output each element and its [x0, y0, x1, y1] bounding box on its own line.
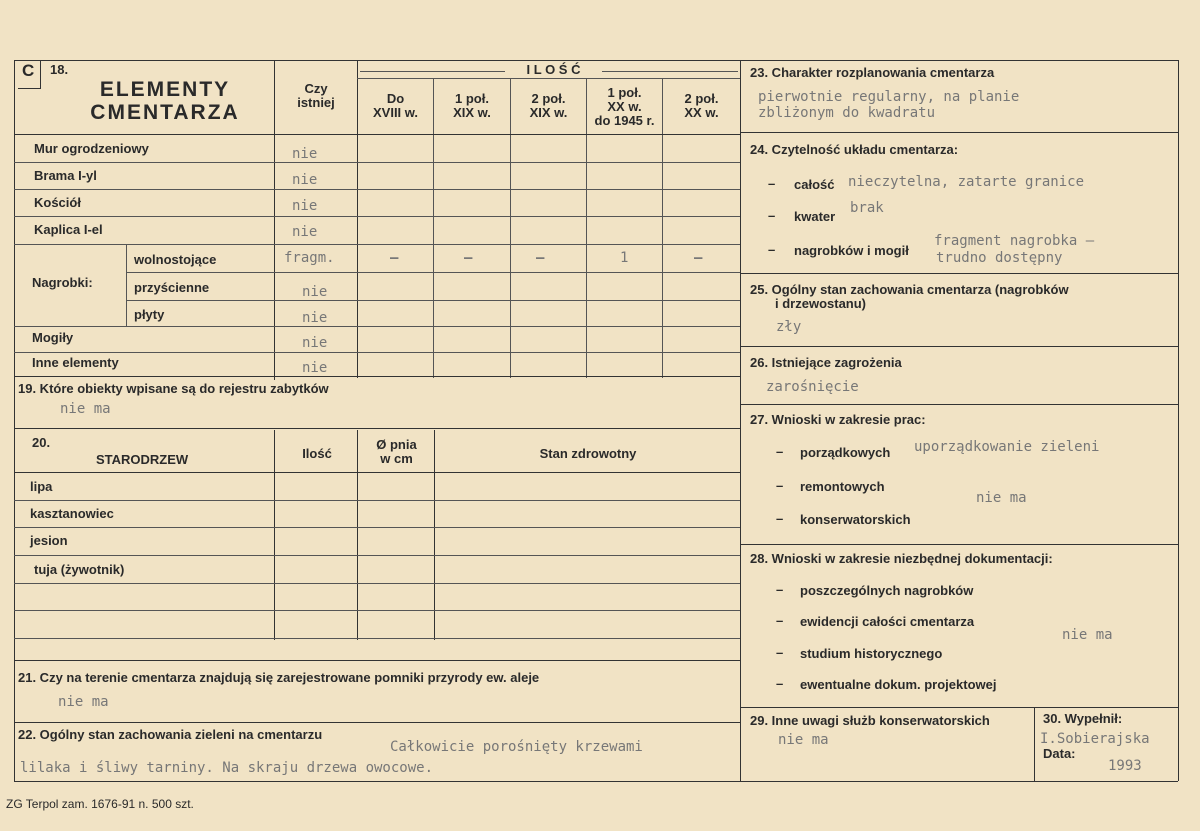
v20-c — [434, 430, 435, 640]
q30-name: I.Sobierajska — [1040, 731, 1150, 747]
q24-nagrobkow: nagrobków i mogił — [794, 243, 909, 258]
q28-label: 28. Wnioski w zakresie niezbędnej dokumentacji: — [750, 551, 1053, 566]
column-divider — [740, 60, 741, 781]
h18-9 — [14, 376, 740, 377]
h26 — [740, 404, 1178, 405]
row-mur-value: nie — [292, 146, 318, 162]
frame-top — [14, 60, 1178, 61]
frame-left — [14, 60, 15, 781]
nagrobki-plyty-value: nie — [302, 310, 328, 326]
h18-6 — [126, 300, 740, 301]
q27-answer-porzadkowych: uporządkowanie zieleni — [914, 439, 1100, 455]
q28-dash-2: – — [776, 613, 784, 628]
q25-answer: zły — [776, 319, 802, 335]
q28-item-4: ewentualne dokum. projektowej — [800, 677, 997, 692]
q23-answer-line2: zbliżonym do kwadratu — [758, 105, 936, 121]
col-do-xviii: Do XVIII w. — [372, 91, 419, 120]
wolnostojace-cell-2: – — [464, 250, 473, 266]
q27-dash-1: – — [776, 444, 784, 459]
nagrobki-wolnostojace-label: wolnostojące — [134, 252, 217, 267]
h20-hdr — [14, 472, 740, 473]
q21-answer: nie ma — [58, 694, 109, 710]
q28-item-1: poszczególnych nagrobków — [800, 583, 974, 598]
nagrobki-label: Nagrobki: — [32, 275, 93, 290]
q24-dash-1: – — [768, 176, 776, 191]
h20-1 — [14, 500, 740, 501]
starodrzew-header: STARODRZEW — [96, 452, 189, 467]
q30-data-label: Data: — [1043, 746, 1076, 761]
h18-3 — [14, 216, 740, 217]
q28-item-3: studium historycznego — [800, 646, 943, 661]
q23-answer-line1: pierwotnie regularny, na planie — [758, 89, 1020, 105]
h18-7 — [14, 326, 740, 327]
v18-d — [510, 78, 511, 378]
section-letter: C — [22, 61, 35, 80]
q24-dash-3: – — [768, 242, 776, 257]
ilosc-header: I L O Ś Ć — [526, 62, 581, 77]
col-2pol-xix: 2 poł. XIX w. — [529, 91, 568, 120]
col-1pol-xix: 1 poł. XIX w. — [453, 91, 491, 120]
h20-6 — [14, 638, 740, 639]
v20-a — [274, 430, 275, 640]
elementy-title-line1: ELEMENTY — [99, 78, 231, 101]
q27-dash-3: – — [776, 511, 784, 526]
h27 — [740, 544, 1178, 545]
v-nagrobki — [126, 244, 127, 326]
nagrobki-przyscienne-value: nie — [302, 284, 328, 300]
ilosc-under — [357, 78, 740, 79]
inne-elementy-value: nie — [302, 360, 328, 373]
h18-4 — [14, 244, 740, 245]
col-2pol-xx: 2 poł. XX w. — [684, 91, 719, 120]
q27-answer-remontowych: nie ma — [976, 490, 1027, 506]
wolnostojace-cell-3: – — [536, 250, 545, 266]
tree-jesion: jesion — [30, 533, 68, 548]
ilosc-line-left — [360, 71, 505, 72]
h28 — [740, 707, 1178, 708]
q24-nagrobkow-value-line1: fragment nagrobka – — [934, 233, 1095, 249]
q28-item-2: ewidencji całości cmentarza — [800, 614, 975, 629]
q29-answer: nie ma — [778, 732, 829, 748]
q24-kwater: kwater — [794, 209, 836, 224]
inne-elementy-label: Inne elementy — [32, 355, 119, 370]
v18-a — [274, 60, 275, 380]
q18-number: 18. — [50, 62, 69, 77]
nagrobki-przyscienne-label: przyścienne — [134, 280, 210, 295]
q24-dash-2: – — [768, 208, 776, 223]
row-mur-label: Mur ogrodzeniowy — [34, 141, 149, 156]
nagrobki-wolnostojace-value: fragm. — [284, 250, 335, 266]
h21 — [14, 722, 740, 723]
row-kosciol-value: nie — [292, 198, 318, 214]
starodrzew-stan-header: Stan zdrowotny — [539, 446, 637, 461]
tree-lipa: lipa — [30, 479, 53, 494]
h25 — [740, 346, 1178, 347]
h18-1 — [14, 162, 740, 163]
h18-8 — [14, 352, 740, 353]
q19-answer: nie ma — [60, 401, 111, 417]
q30-date: 1993 — [1108, 758, 1142, 774]
q21-label: 21. Czy na terenie cmentarza znajdują się zarejestrowane pomniki przyrody ew. aleje — [18, 670, 540, 685]
q24-calosc: całość — [794, 177, 835, 192]
q29-label: 29. Inne uwagi służb konserwatorskich — [750, 713, 990, 728]
row-brama-label: Brama I-yl — [34, 168, 97, 183]
q30-label: 30. Wypełnił: — [1043, 711, 1123, 726]
q28-dash-4: – — [776, 676, 784, 691]
starodrzew-ilosc-header: Ilość — [302, 446, 332, 461]
tree-tuja: tuja (żywotnik) — [34, 562, 125, 577]
h20-2 — [14, 527, 740, 528]
q28-answer: nie ma — [1062, 627, 1113, 643]
q24-kwater-value: brak — [850, 200, 884, 216]
h20-4 — [14, 583, 740, 584]
q28-dash-1: – — [776, 582, 784, 597]
q22-answer-line2: lilaka i śliwy tarniny. Na skraju drzewa owocowe. — [20, 760, 434, 776]
tree-kasztanowiec: kasztanowiec — [30, 506, 114, 521]
q26-label: 26. Istniejące zagrożenia — [750, 355, 902, 370]
q27-item-konserwatorskich: konserwatorskich — [800, 512, 911, 527]
h18-2 — [14, 189, 740, 190]
mogily-value: nie — [302, 335, 328, 351]
q27-dash-2: – — [776, 478, 784, 493]
q24-nagrobkow-value-line2: trudno dostępny — [936, 250, 1063, 266]
v18-c — [433, 78, 434, 378]
q22-answer-line1: Całkowicie porośnięty krzewami — [390, 739, 643, 755]
wolnostojace-cell-4: 1 — [620, 250, 629, 266]
h20-5 — [14, 610, 740, 611]
q25-label-line2: i drzewostanu) — [775, 296, 867, 311]
q24-label: 24. Czytelność układu cmentarza: — [750, 142, 959, 157]
q26-answer: zarośnięcie — [766, 379, 859, 395]
czy-istniej-header: Czy istniej — [297, 81, 335, 110]
h18-0 — [14, 134, 740, 135]
printer-footer: ZG Terpol zam. 1676-91 n. 500 szt. — [6, 797, 194, 811]
frame-bottom — [14, 781, 1178, 782]
q22-label: 22. Ogólny stan zachowania zieleni na cmentarzu — [18, 727, 323, 742]
h20-3 — [14, 555, 740, 556]
row-kaplica-label: Kaplica I-el — [34, 222, 103, 237]
mogily-label: Mogiły — [32, 330, 74, 345]
h23 — [740, 132, 1178, 133]
col-1pol-xx: 1 poł. XX w. do 1945 r. — [594, 85, 655, 128]
elementy-title — [60, 78, 270, 124]
frame-right — [1178, 60, 1179, 781]
q20-number: 20. — [32, 435, 51, 450]
q27-item-remontowych: remontowych — [800, 479, 885, 494]
q28-dash-3: – — [776, 645, 784, 660]
row-kaplica-value: nie — [292, 224, 318, 240]
h24 — [740, 273, 1178, 274]
q19-label: 19. Które obiekty wpisane są do rejestru zabytków — [18, 381, 329, 396]
q23-label: 23. Charakter rozplanowania cmentarza — [750, 65, 995, 80]
v18-f — [662, 78, 663, 378]
row-brama-value: nie — [292, 172, 318, 188]
h18-5 — [126, 272, 740, 273]
row-kosciol-label: Kościół — [34, 195, 81, 210]
wolnostojace-cell-1: – — [390, 250, 399, 266]
ilosc-line-right — [602, 71, 738, 72]
h20-end — [14, 660, 740, 661]
nagrobki-plyty-label: płyty — [134, 307, 165, 322]
elementy-title-line2: CMENTARZA — [90, 101, 240, 124]
q27-label: 27. Wnioski w zakresie prac: — [750, 412, 926, 427]
q25-label-line1: 25. Ogólny stan zachowania cmentarza (nagrobków — [750, 282, 1069, 297]
v29-30 — [1034, 707, 1035, 781]
wolnostojace-cell-5: – — [694, 250, 703, 266]
q27-item-porzadkowych: porządkowych — [800, 445, 891, 460]
starodrzew-pnia-header: Ø pnia w cm — [376, 437, 417, 466]
q24-calosc-value: nieczytelna, zatarte granice — [848, 174, 1085, 190]
v20-b — [357, 430, 358, 640]
h19 — [14, 428, 740, 429]
